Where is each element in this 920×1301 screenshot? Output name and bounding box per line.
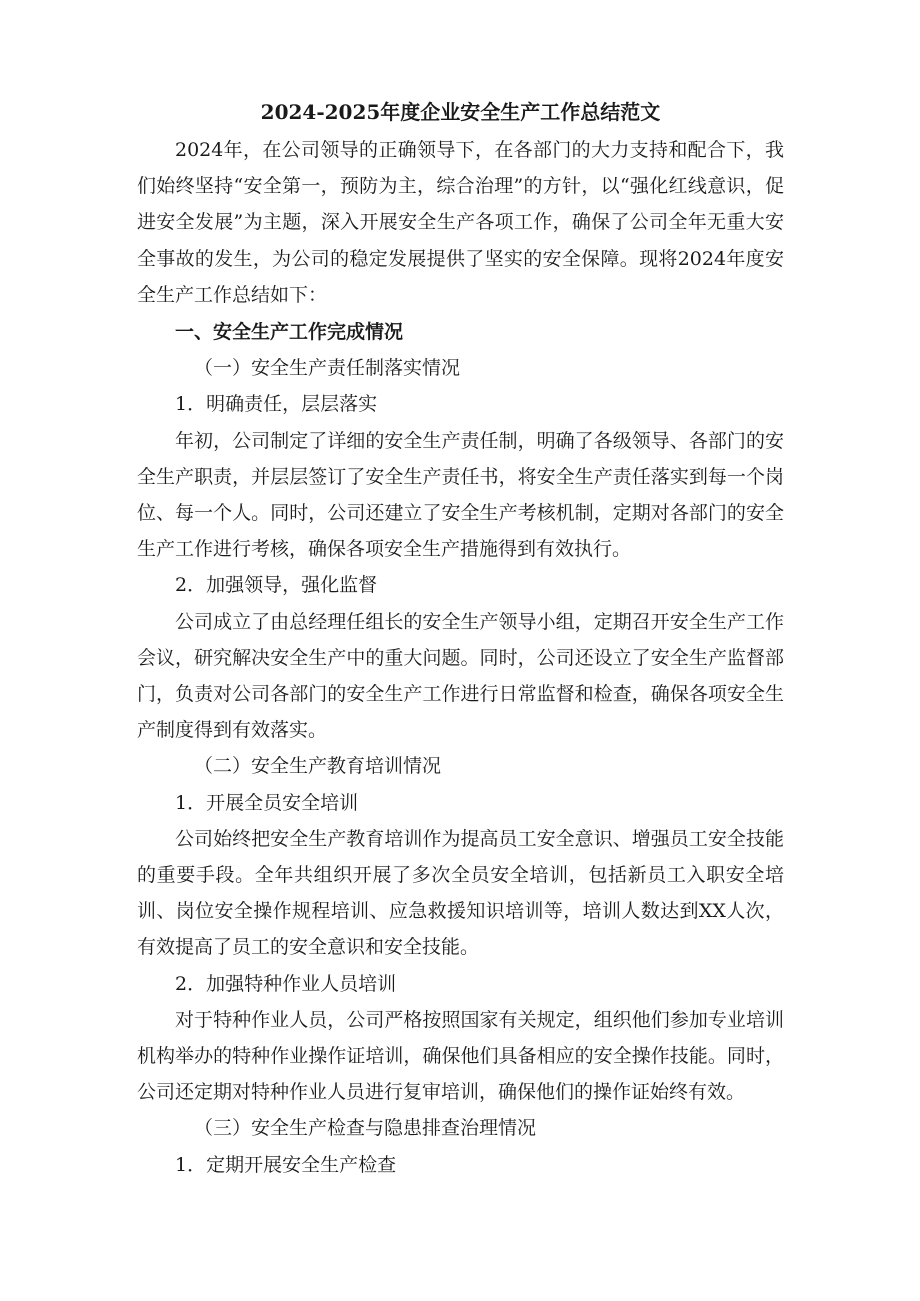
- subsection-heading: （一）安全生产责任制落实情况: [194, 357, 461, 380]
- subsection-heading: （二）安全生产教育培训情况: [194, 755, 442, 778]
- document-title: 2024-2025年度企业安全生产工作总结范文: [260, 100, 661, 124]
- section-heading: 一、安全生产工作完成情况: [175, 321, 404, 344]
- item-heading: 2．加强特种作业人员培训: [175, 972, 397, 995]
- document-body: [137, 94, 784, 1183]
- item-heading: 1．开展全员安全培训: [175, 791, 359, 814]
- body-paragraph: 公司成立了由总经理任组长的安全生产领导小组，定期召开安全生产工作会议，研究解决安全生产中的重大问题。同时，公司还设立了安全生产监督部门，负责对公司各部门的安全生产工作进行日常监督和检查，确保各项安全生产制度得到有效落实。: [137, 610, 784, 742]
- body-paragraph: 年初，公司制定了详细的安全生产责任制，明确了各级领导、各部门的安全生产职责，并层层签订了安全生产责任书，将安全生产责任落实到每一个岗位、每一个人。同时，公司还建立了安全生产考核机制，定期对各部门的安全生产工作进行考核，确保各项安全生产措施得到有效执行。: [137, 429, 784, 561]
- item-heading: 1．明确责任，层层落实: [175, 393, 378, 416]
- body-paragraph: 公司始终把安全生产教育培训作为提高员工安全意识、增强员工安全技能的重要手段。全年共组织开展了多次全员安全培训，包括新员工入职安全培训、岗位安全操作规程培训、应急救援知识培训等，培训人数达到XX人次，有效提高了员工的安全意识和安全技能。: [137, 827, 784, 959]
- body-paragraph: 对于特种作业人员，公司严格按照国家有关规定，组织他们参加专业培训机构举办的特种作业操作证培训，确保他们具备相应的安全操作技能。同时，公司还定期对特种作业人员进行复审培训，确保他们的操作证始终有效。: [137, 1008, 784, 1104]
- item-heading: 2．加强领导，强化监督: [175, 574, 378, 597]
- intro-paragraph: 2024年，在公司领导的正确领导下，在各部门的大力支持和配合下，我们始终坚持“安全第一，预防为主，综合治理”的方针，以“强化红线意识，促进安全发展”为主题，深入开展安全生产各项工作，确保了公司全年无重大安全事故的发生，为公司的稳定发展提供了坚实的安全保障。现将2024年度安全生产工作总结如下：: [137, 139, 784, 306]
- item-heading: 1．定期开展安全生产检查: [175, 1153, 397, 1176]
- subsection-heading: （三）安全生产检查与隐患排查治理情况: [194, 1117, 537, 1140]
